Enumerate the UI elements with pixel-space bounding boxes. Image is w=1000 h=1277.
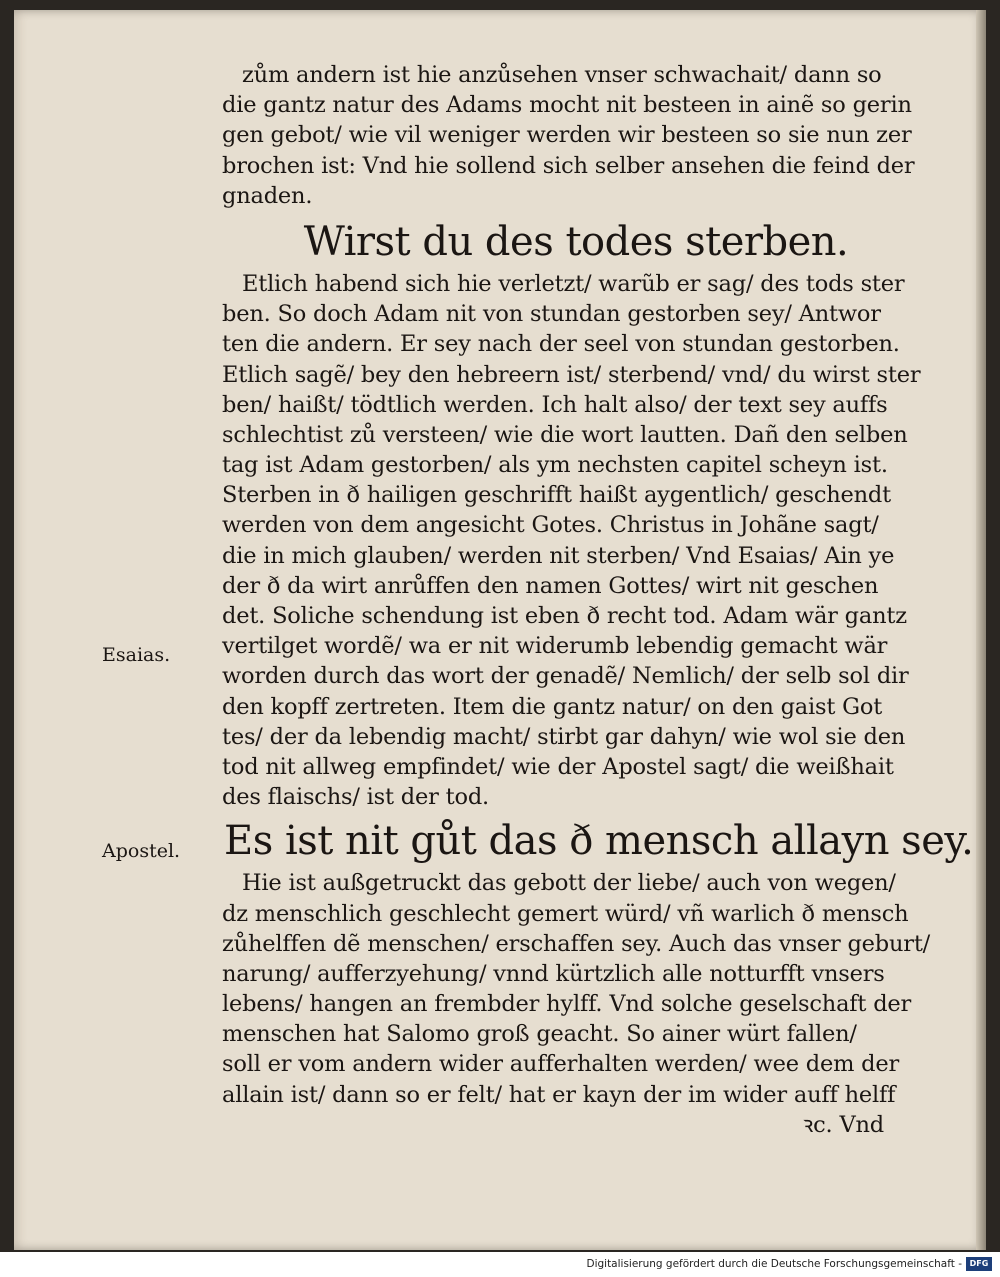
text-line: menschen hat Salomo groß geacht. So ainer würt fallen/	[222, 1021, 857, 1048]
text-line: werden von dem angesicht Gotes. Christus in Johãne sagt/	[222, 512, 879, 539]
text-line: ben/ haißt/ tödtlich werden. Ich halt also/ der text sey auffs	[222, 391, 888, 418]
main-text-block	[222, 60, 974, 1140]
text-line: allain ist/ dann so er felt/ hat er kayn der im wider auff helff	[222, 1081, 896, 1108]
text-line: ten die andern. Er sey nach der seel von stundan gestorben.	[222, 331, 900, 358]
margin-note-esaias: Esaias.	[102, 644, 171, 666]
text-line: gen gebot/ wie vil weniger werden wir besteen so sie nun zer	[222, 122, 912, 149]
text-line: det. Soliche schendung ist eben ð recht tod. Adam wär gantz	[222, 603, 907, 629]
text-line: zům andern ist hie anzůsehen vnser schwachait/ dann so	[242, 62, 882, 88]
section-1-paragraph	[222, 269, 921, 812]
dfg-logo-icon: DFG	[966, 1257, 992, 1271]
text-line: Etlich habend sich hie verletzt/ warũb er sag/ des tods ster	[242, 270, 905, 297]
text-line: brochen ist: Vnd hie sollend sich selber ansehen die feind der	[222, 152, 915, 179]
footer-bar	[0, 1252, 1000, 1277]
text-line: die in mich glauben/ werden nit sterben/ Vnd Esaias/ Ain ye	[222, 542, 895, 569]
text-line: des flaischs/ ist der tod.	[222, 784, 489, 811]
text-line: der ð da wirt anrůffen den namen Gottes/ wirt nit geschen	[222, 572, 879, 599]
text-line: Hie ist außgetruckt das gebott der liebe/ auch von wegen/	[242, 870, 896, 897]
section-2-paragraph	[222, 868, 931, 1110]
text-line: worden durch das wort der genadẽ/ Nemlich/ der selb sol dir	[222, 663, 909, 690]
text-line: tag ist Adam gestorben/ als ym nechsten capitel scheyn ist.	[222, 452, 888, 479]
text-line: tes/ der da lebendig macht/ stirbt gar dahyn/ wie wol sie den	[222, 723, 906, 750]
funding-credit: Digitalisierung gefördert durch die Deutsche Forschungsgemeinschaft -	[586, 1258, 962, 1270]
text-line: Etlich sagẽ/ bey den hebreern ist/ sterbend/ vnd/ du wirst ster	[222, 361, 921, 388]
page-edge-shadow	[976, 10, 986, 1250]
text-line: die gantz natur des Adams mocht nit besteen in ainẽ so gerin	[222, 92, 912, 119]
intro-paragraph	[222, 60, 915, 211]
section-heading-1: Wirst du des todes sterben.	[303, 218, 849, 265]
text-line: schlechtist zů versteen/ wie die wort lautten. Dañ den selben	[222, 421, 908, 448]
margin-note-apostel: Apostel.	[102, 840, 181, 862]
text-line: dz menschlich geschlecht gemert würd/ vñ warlich ð mensch	[222, 900, 909, 927]
text-line: tod nit allweg empfindet/ wie der Apostel sagt/ die weißhait	[222, 753, 894, 780]
text-line: gnaden.	[222, 182, 313, 209]
text-line: lebens/ hangen an frembder hylff. Vnd solche geselschaft der	[222, 991, 912, 1018]
text-line: ben. So doch Adam nit von stundan gestorben sey/ Antwor	[222, 301, 881, 328]
catchword: ꝛc. Vnd	[802, 1111, 884, 1138]
section-heading-2: Es ist nit gůt das ð mensch allayn sey.	[224, 818, 974, 865]
text-line: vertilget wordẽ/ wa er nit widerumb lebendig gemacht wär	[222, 633, 888, 660]
text-line: narung/ aufferzyehung/ vnnd kürtzlich alle notturfft vnsers	[222, 960, 885, 987]
text-line: soll er vom andern wider aufferhalten werden/ wee dem der	[222, 1051, 900, 1078]
text-line: zůhelffen dẽ menschen/ erschaffen sey. Auch das vnser geburt/	[222, 930, 931, 957]
text-line: Sterben in ð hailigen geschrifft haißt aygentlich/ geschendt	[222, 482, 891, 509]
text-line: den kopff zertreten. Item die gantz natur/ on den gaist Got	[222, 693, 883, 720]
